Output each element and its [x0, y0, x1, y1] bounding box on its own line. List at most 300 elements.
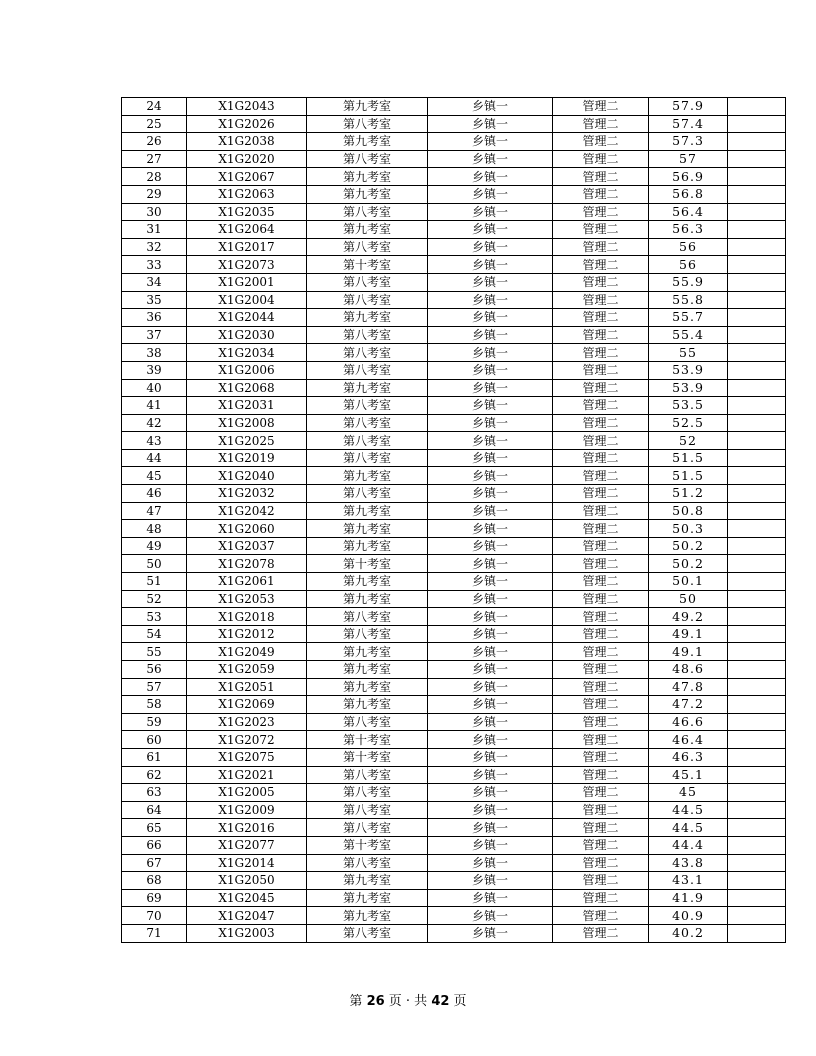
candidate-id-cell: X1G2042 — [187, 502, 307, 520]
candidate-id-cell: X1G2073 — [187, 256, 307, 274]
remark-cell — [728, 203, 786, 221]
exam-room-cell: 第八考室 — [307, 397, 428, 415]
score-cell: 46.6 — [649, 713, 728, 731]
candidate-id-cell: X1G2078 — [187, 555, 307, 573]
candidate-id-cell: X1G2004 — [187, 291, 307, 309]
score-cell: 48.6 — [649, 661, 728, 679]
score-cell: 57.4 — [649, 115, 728, 133]
exam-room-cell: 第八考室 — [307, 854, 428, 872]
position-cell: 管理二 — [553, 801, 649, 819]
candidate-id-cell: X1G2017 — [187, 238, 307, 256]
rank-cell: 40 — [122, 379, 187, 397]
rank-cell: 30 — [122, 203, 187, 221]
remark-cell — [728, 872, 786, 890]
table-row — [122, 309, 786, 327]
remark-cell — [728, 713, 786, 731]
township-cell: 乡镇一 — [428, 238, 553, 256]
exam-room-cell: 第九考室 — [307, 379, 428, 397]
remark-cell — [728, 115, 786, 133]
score-cell: 53.5 — [649, 397, 728, 415]
results-table — [121, 97, 786, 943]
candidate-id-cell: X1G2009 — [187, 801, 307, 819]
township-cell: 乡镇一 — [428, 854, 553, 872]
position-cell: 管理二 — [553, 291, 649, 309]
township-cell: 乡镇一 — [428, 485, 553, 503]
exam-room-cell: 第八考室 — [307, 432, 428, 450]
position-cell: 管理二 — [553, 221, 649, 239]
remark-cell — [728, 661, 786, 679]
candidate-id-cell: X1G2063 — [187, 185, 307, 203]
candidate-id-cell: X1G2035 — [187, 203, 307, 221]
rank-cell: 34 — [122, 273, 187, 291]
remark-cell — [728, 819, 786, 837]
remark-cell — [728, 273, 786, 291]
score-cell: 57.9 — [649, 98, 728, 116]
township-cell: 乡镇一 — [428, 661, 553, 679]
rank-cell: 57 — [122, 678, 187, 696]
remark-cell — [728, 397, 786, 415]
township-cell: 乡镇一 — [428, 326, 553, 344]
score-cell: 53.9 — [649, 361, 728, 379]
score-cell: 56 — [649, 256, 728, 274]
table-row — [122, 185, 786, 203]
exam-room-cell: 第九考室 — [307, 537, 428, 555]
candidate-id-cell: X1G2049 — [187, 643, 307, 661]
table-row — [122, 678, 786, 696]
table-body — [122, 98, 786, 943]
candidate-id-cell: X1G2030 — [187, 326, 307, 344]
rank-cell: 32 — [122, 238, 187, 256]
rank-cell: 64 — [122, 801, 187, 819]
remark-cell — [728, 854, 786, 872]
position-cell: 管理二 — [553, 854, 649, 872]
candidate-id-cell: X1G2043 — [187, 98, 307, 116]
candidate-id-cell: X1G2014 — [187, 854, 307, 872]
township-cell: 乡镇一 — [428, 467, 553, 485]
score-cell: 47.2 — [649, 696, 728, 714]
exam-room-cell: 第九考室 — [307, 502, 428, 520]
candidate-id-cell: X1G2018 — [187, 608, 307, 626]
position-cell: 管理二 — [553, 449, 649, 467]
rank-cell: 29 — [122, 185, 187, 203]
score-cell: 56.8 — [649, 185, 728, 203]
exam-room-cell: 第八考室 — [307, 766, 428, 784]
township-cell: 乡镇一 — [428, 643, 553, 661]
rank-cell: 70 — [122, 907, 187, 925]
remark-cell — [728, 696, 786, 714]
table-row — [122, 661, 786, 679]
score-cell: 55.8 — [649, 291, 728, 309]
score-cell: 56 — [649, 238, 728, 256]
remark-cell — [728, 309, 786, 327]
township-cell: 乡镇一 — [428, 801, 553, 819]
remark-cell — [728, 185, 786, 203]
exam-room-cell: 第九考室 — [307, 661, 428, 679]
exam-room-cell: 第八考室 — [307, 273, 428, 291]
remark-cell — [728, 836, 786, 854]
position-cell: 管理二 — [553, 573, 649, 591]
candidate-id-cell: X1G2021 — [187, 766, 307, 784]
table-row — [122, 907, 786, 925]
rank-cell: 28 — [122, 168, 187, 186]
score-cell: 52 — [649, 432, 728, 450]
position-cell: 管理二 — [553, 326, 649, 344]
position-cell: 管理二 — [553, 432, 649, 450]
rank-cell: 63 — [122, 784, 187, 802]
remark-cell — [728, 801, 786, 819]
exam-room-cell: 第八考室 — [307, 713, 428, 731]
rank-cell: 59 — [122, 713, 187, 731]
position-cell: 管理二 — [553, 414, 649, 432]
exam-room-cell: 第十考室 — [307, 748, 428, 766]
candidate-id-cell: X1G2061 — [187, 573, 307, 591]
score-cell: 55 — [649, 344, 728, 362]
rank-cell: 68 — [122, 872, 187, 890]
exam-room-cell: 第八考室 — [307, 326, 428, 344]
candidate-id-cell: X1G2038 — [187, 133, 307, 151]
rank-cell: 24 — [122, 98, 187, 116]
township-cell: 乡镇一 — [428, 115, 553, 133]
township-cell: 乡镇一 — [428, 432, 553, 450]
score-cell: 44.4 — [649, 836, 728, 854]
table-row — [122, 608, 786, 626]
table-row — [122, 397, 786, 415]
remark-cell — [728, 98, 786, 116]
rank-cell: 49 — [122, 537, 187, 555]
rank-cell: 60 — [122, 731, 187, 749]
score-cell: 49.2 — [649, 608, 728, 626]
score-cell: 41.9 — [649, 889, 728, 907]
remark-cell — [728, 238, 786, 256]
table-row — [122, 766, 786, 784]
remark-cell — [728, 573, 786, 591]
remark-cell — [728, 133, 786, 151]
rank-cell: 42 — [122, 414, 187, 432]
score-cell: 45 — [649, 784, 728, 802]
score-cell: 57 — [649, 150, 728, 168]
remark-cell — [728, 485, 786, 503]
rank-cell: 25 — [122, 115, 187, 133]
rank-cell: 50 — [122, 555, 187, 573]
table-row — [122, 625, 786, 643]
score-cell: 49.1 — [649, 643, 728, 661]
township-cell: 乡镇一 — [428, 361, 553, 379]
exam-room-cell: 第九考室 — [307, 168, 428, 186]
score-cell: 40.2 — [649, 924, 728, 942]
score-cell: 47.8 — [649, 678, 728, 696]
table-row — [122, 784, 786, 802]
position-cell: 管理二 — [553, 273, 649, 291]
candidate-id-cell: X1G2068 — [187, 379, 307, 397]
position-cell: 管理二 — [553, 150, 649, 168]
candidate-id-cell: X1G2034 — [187, 344, 307, 362]
position-cell: 管理二 — [553, 379, 649, 397]
candidate-id-cell: X1G2008 — [187, 414, 307, 432]
table-row — [122, 256, 786, 274]
table-row — [122, 150, 786, 168]
score-cell: 50.2 — [649, 555, 728, 573]
position-cell: 管理二 — [553, 203, 649, 221]
candidate-id-cell: X1G2051 — [187, 678, 307, 696]
rank-cell: 52 — [122, 590, 187, 608]
remark-cell — [728, 168, 786, 186]
exam-room-cell: 第九考室 — [307, 520, 428, 538]
rank-cell: 51 — [122, 573, 187, 591]
score-cell: 50.2 — [649, 537, 728, 555]
township-cell: 乡镇一 — [428, 872, 553, 890]
township-cell: 乡镇一 — [428, 379, 553, 397]
score-cell: 50.1 — [649, 573, 728, 591]
table-row — [122, 326, 786, 344]
score-cell: 50 — [649, 590, 728, 608]
township-cell: 乡镇一 — [428, 397, 553, 415]
township-cell: 乡镇一 — [428, 344, 553, 362]
table-row — [122, 537, 786, 555]
township-cell: 乡镇一 — [428, 203, 553, 221]
position-cell: 管理二 — [553, 731, 649, 749]
table-row — [122, 414, 786, 432]
position-cell: 管理二 — [553, 537, 649, 555]
table-row — [122, 361, 786, 379]
rank-cell: 58 — [122, 696, 187, 714]
position-cell: 管理二 — [553, 713, 649, 731]
candidate-id-cell: X1G2044 — [187, 309, 307, 327]
table-row — [122, 872, 786, 890]
table-row — [122, 432, 786, 450]
score-cell: 49.1 — [649, 625, 728, 643]
exam-room-cell: 第九考室 — [307, 133, 428, 151]
township-cell: 乡镇一 — [428, 573, 553, 591]
score-cell: 55.9 — [649, 273, 728, 291]
position-cell: 管理二 — [553, 168, 649, 186]
remark-cell — [728, 150, 786, 168]
township-cell: 乡镇一 — [428, 731, 553, 749]
rank-cell: 54 — [122, 625, 187, 643]
position-cell: 管理二 — [553, 98, 649, 116]
township-cell: 乡镇一 — [428, 836, 553, 854]
township-cell: 乡镇一 — [428, 449, 553, 467]
table-row — [122, 168, 786, 186]
exam-room-cell: 第十考室 — [307, 256, 428, 274]
remark-cell — [728, 784, 786, 802]
remark-cell — [728, 537, 786, 555]
remark-cell — [728, 379, 786, 397]
candidate-id-cell: X1G2031 — [187, 397, 307, 415]
position-cell: 管理二 — [553, 784, 649, 802]
township-cell: 乡镇一 — [428, 520, 553, 538]
table-row — [122, 449, 786, 467]
rank-cell: 71 — [122, 924, 187, 942]
exam-room-cell: 第八考室 — [307, 924, 428, 942]
position-cell: 管理二 — [553, 872, 649, 890]
rank-cell: 37 — [122, 326, 187, 344]
remark-cell — [728, 361, 786, 379]
township-cell: 乡镇一 — [428, 713, 553, 731]
exam-room-cell: 第十考室 — [307, 731, 428, 749]
remark-cell — [728, 766, 786, 784]
score-cell: 43.1 — [649, 872, 728, 890]
score-cell: 46.4 — [649, 731, 728, 749]
position-cell: 管理二 — [553, 889, 649, 907]
candidate-id-cell: X1G2045 — [187, 889, 307, 907]
exam-room-cell: 第九考室 — [307, 696, 428, 714]
exam-room-cell: 第八考室 — [307, 819, 428, 837]
score-cell: 44.5 — [649, 801, 728, 819]
position-cell: 管理二 — [553, 836, 649, 854]
exam-room-cell: 第九考室 — [307, 678, 428, 696]
table-row — [122, 485, 786, 503]
township-cell: 乡镇一 — [428, 273, 553, 291]
score-cell: 56.4 — [649, 203, 728, 221]
table-row — [122, 590, 786, 608]
township-cell: 乡镇一 — [428, 784, 553, 802]
table-row — [122, 924, 786, 942]
exam-room-cell: 第九考室 — [307, 467, 428, 485]
score-cell: 57.3 — [649, 133, 728, 151]
rank-cell: 55 — [122, 643, 187, 661]
table-row — [122, 133, 786, 151]
township-cell: 乡镇一 — [428, 150, 553, 168]
township-cell: 乡镇一 — [428, 168, 553, 186]
rank-cell: 56 — [122, 661, 187, 679]
table-row — [122, 291, 786, 309]
position-cell: 管理二 — [553, 555, 649, 573]
table-row — [122, 643, 786, 661]
score-cell: 50.8 — [649, 502, 728, 520]
township-cell: 乡镇一 — [428, 678, 553, 696]
township-cell: 乡镇一 — [428, 590, 553, 608]
rank-cell: 36 — [122, 309, 187, 327]
remark-cell — [728, 643, 786, 661]
township-cell: 乡镇一 — [428, 98, 553, 116]
exam-room-cell: 第八考室 — [307, 801, 428, 819]
exam-room-cell: 第九考室 — [307, 309, 428, 327]
rank-cell: 44 — [122, 449, 187, 467]
exam-room-cell: 第八考室 — [307, 238, 428, 256]
table-row — [122, 889, 786, 907]
table-row — [122, 748, 786, 766]
township-cell: 乡镇一 — [428, 414, 553, 432]
candidate-id-cell: X1G2012 — [187, 625, 307, 643]
position-cell: 管理二 — [553, 696, 649, 714]
township-cell: 乡镇一 — [428, 537, 553, 555]
exam-room-cell: 第十考室 — [307, 555, 428, 573]
rank-cell: 39 — [122, 361, 187, 379]
candidate-id-cell: X1G2040 — [187, 467, 307, 485]
township-cell: 乡镇一 — [428, 819, 553, 837]
rank-cell: 31 — [122, 221, 187, 239]
rank-cell: 47 — [122, 502, 187, 520]
rank-cell: 26 — [122, 133, 187, 151]
remark-cell — [728, 678, 786, 696]
exam-room-cell: 第九考室 — [307, 573, 428, 591]
score-cell: 50.3 — [649, 520, 728, 538]
township-cell: 乡镇一 — [428, 608, 553, 626]
township-cell: 乡镇一 — [428, 625, 553, 643]
score-cell: 52.5 — [649, 414, 728, 432]
exam-room-cell: 第九考室 — [307, 221, 428, 239]
rank-cell: 46 — [122, 485, 187, 503]
exam-room-cell: 第八考室 — [307, 485, 428, 503]
score-cell: 40.9 — [649, 907, 728, 925]
position-cell: 管理二 — [553, 397, 649, 415]
exam-room-cell: 第九考室 — [307, 889, 428, 907]
position-cell: 管理二 — [553, 608, 649, 626]
rank-cell: 33 — [122, 256, 187, 274]
exam-room-cell: 第九考室 — [307, 185, 428, 203]
position-cell: 管理二 — [553, 344, 649, 362]
remark-cell — [728, 449, 786, 467]
candidate-id-cell: X1G2075 — [187, 748, 307, 766]
candidate-id-cell: X1G2072 — [187, 731, 307, 749]
table-row — [122, 238, 786, 256]
exam-room-cell: 第九考室 — [307, 590, 428, 608]
rank-cell: 43 — [122, 432, 187, 450]
table-row — [122, 98, 786, 116]
remark-cell — [728, 502, 786, 520]
exam-room-cell: 第八考室 — [307, 115, 428, 133]
candidate-id-cell: X1G2026 — [187, 115, 307, 133]
township-cell: 乡镇一 — [428, 889, 553, 907]
position-cell: 管理二 — [553, 361, 649, 379]
rank-cell: 61 — [122, 748, 187, 766]
position-cell: 管理二 — [553, 485, 649, 503]
exam-room-cell: 第八考室 — [307, 150, 428, 168]
rank-cell: 66 — [122, 836, 187, 854]
table-row — [122, 731, 786, 749]
footer-prefix: 第 — [349, 994, 367, 1009]
candidate-id-cell: X1G2032 — [187, 485, 307, 503]
position-cell: 管理二 — [553, 133, 649, 151]
table-row — [122, 696, 786, 714]
position-cell: 管理二 — [553, 467, 649, 485]
township-cell: 乡镇一 — [428, 221, 553, 239]
footer-middle: 页 · 共 — [384, 994, 432, 1009]
candidate-id-cell: X1G2020 — [187, 150, 307, 168]
township-cell: 乡镇一 — [428, 748, 553, 766]
remark-cell — [728, 555, 786, 573]
footer-suffix: 页 — [449, 994, 467, 1009]
position-cell: 管理二 — [553, 819, 649, 837]
exam-room-cell: 第九考室 — [307, 98, 428, 116]
candidate-id-cell: X1G2077 — [187, 836, 307, 854]
candidate-id-cell: X1G2060 — [187, 520, 307, 538]
candidate-id-cell: X1G2003 — [187, 924, 307, 942]
remark-cell — [728, 889, 786, 907]
exam-room-cell: 第八考室 — [307, 414, 428, 432]
remark-cell — [728, 520, 786, 538]
candidate-id-cell: X1G2019 — [187, 449, 307, 467]
exam-room-cell: 第十考室 — [307, 836, 428, 854]
rank-cell: 53 — [122, 608, 187, 626]
remark-cell — [728, 326, 786, 344]
remark-cell — [728, 467, 786, 485]
exam-room-cell: 第八考室 — [307, 784, 428, 802]
score-cell: 53.9 — [649, 379, 728, 397]
candidate-id-cell: X1G2067 — [187, 168, 307, 186]
score-cell: 55.7 — [649, 309, 728, 327]
score-cell: 51.2 — [649, 485, 728, 503]
exam-room-cell: 第九考室 — [307, 643, 428, 661]
position-cell: 管理二 — [553, 643, 649, 661]
remark-cell — [728, 924, 786, 942]
table-row — [122, 221, 786, 239]
position-cell: 管理二 — [553, 907, 649, 925]
township-cell: 乡镇一 — [428, 924, 553, 942]
table-row — [122, 854, 786, 872]
score-cell: 56.3 — [649, 221, 728, 239]
candidate-id-cell: X1G2006 — [187, 361, 307, 379]
